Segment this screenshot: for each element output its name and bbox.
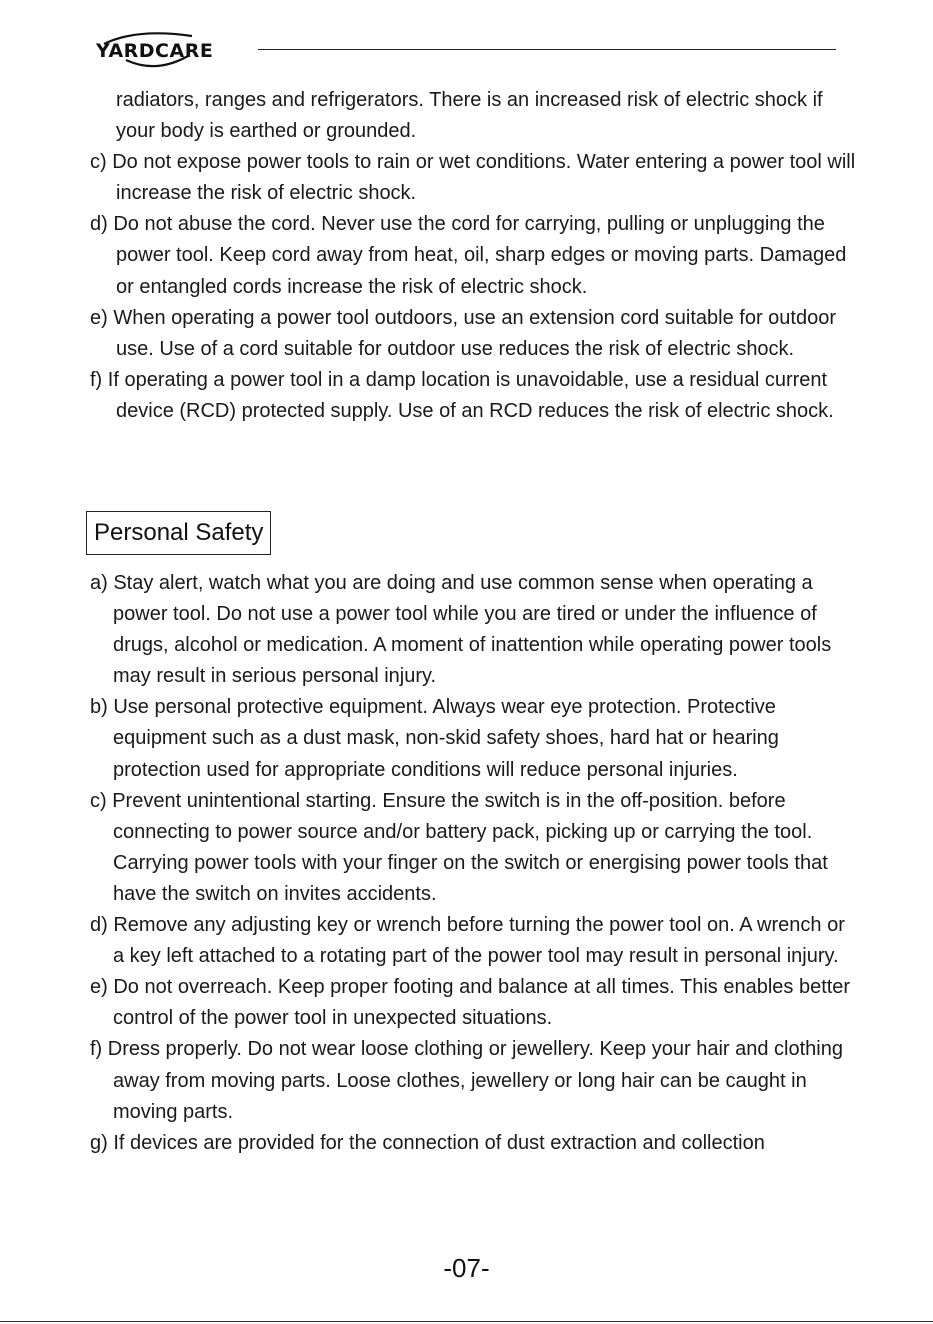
logo-text: YARDCARE: [96, 40, 214, 62]
list-item: f) If operating a power tool in a damp location is unavoidable, use a residual current device (RCD) protected supply. Use of an RCD reduces the risk of electric shock.: [90, 368, 834, 422]
list-item: c) Prevent unintentional starting. Ensure the switch is in the off-position. before connecting to power source and/or battery pack, picking up or carrying the tool. Carrying power tools with your finger on the switch or energising power tools that have the switch on invites accidents.: [90, 789, 828, 905]
personal-safety-list: [90, 568, 860, 1159]
footer-divider: [0, 1321, 933, 1322]
list-item: b) Use personal protective equipment. Always wear eye protection. Protective equipment such as a dust mask, non-skid safety shoes, hard hat or hearing protection used for appropriate conditions will reduce personal injuries.: [90, 696, 779, 781]
list-item: radiators, ranges and refrigerators. There is an increased risk of electric shock if your body is earthed or grounded.: [116, 89, 823, 143]
list-item: d) Remove any adjusting key or wrench before turning the power tool on. A wrench or a key left attached to a rotating part of the power tool may result in personal injury.: [90, 914, 845, 968]
list-item: e) When operating a power tool outdoors, use an extension cord suitable for outdoor use. Use of a cord suitable for outdoor use reduces the risk of electric shock.: [90, 306, 837, 360]
list-item: a) Stay alert, watch what you are doing and use common sense when operating a power tool. Do not use a power tool while you are tired or under the influence of drugs, alcohol or medication. A moment of inattention while operating power tools may result in serious personal injury.: [90, 572, 832, 688]
page-number: -07-: [443, 1253, 490, 1283]
yardcare-logo: [96, 30, 236, 72]
section-heading-personal-safety: Personal Safety: [86, 511, 271, 555]
header-divider: [258, 49, 836, 50]
list-item: f) Dress properly. Do not wear loose clothing or jewellery. Keep your hair and clothing away from moving parts. Loose clothes, jewellery or long hair can be caught in moving parts.: [90, 1038, 843, 1123]
list-item: e) Do not overreach. Keep proper footing and balance at all times. This enables better control of the power tool in unexpected situations.: [90, 976, 851, 1030]
electrical-safety-continued: [90, 85, 860, 427]
list-item: g) If devices are provided for the connection of dust extraction and collection: [90, 1131, 765, 1154]
page-header: [0, 0, 933, 80]
list-item: c) Do not expose power tools to rain or wet conditions. Water entering a power tool will increase the risk of electric shock.: [90, 151, 856, 205]
list-item: d) Do not abuse the cord. Never use the cord for carrying, pulling or unplugging the power tool. Keep cord away from heat, oil, sharp edges or moving parts. Damaged or entangled cords increase the risk of electric shock.: [90, 213, 847, 298]
